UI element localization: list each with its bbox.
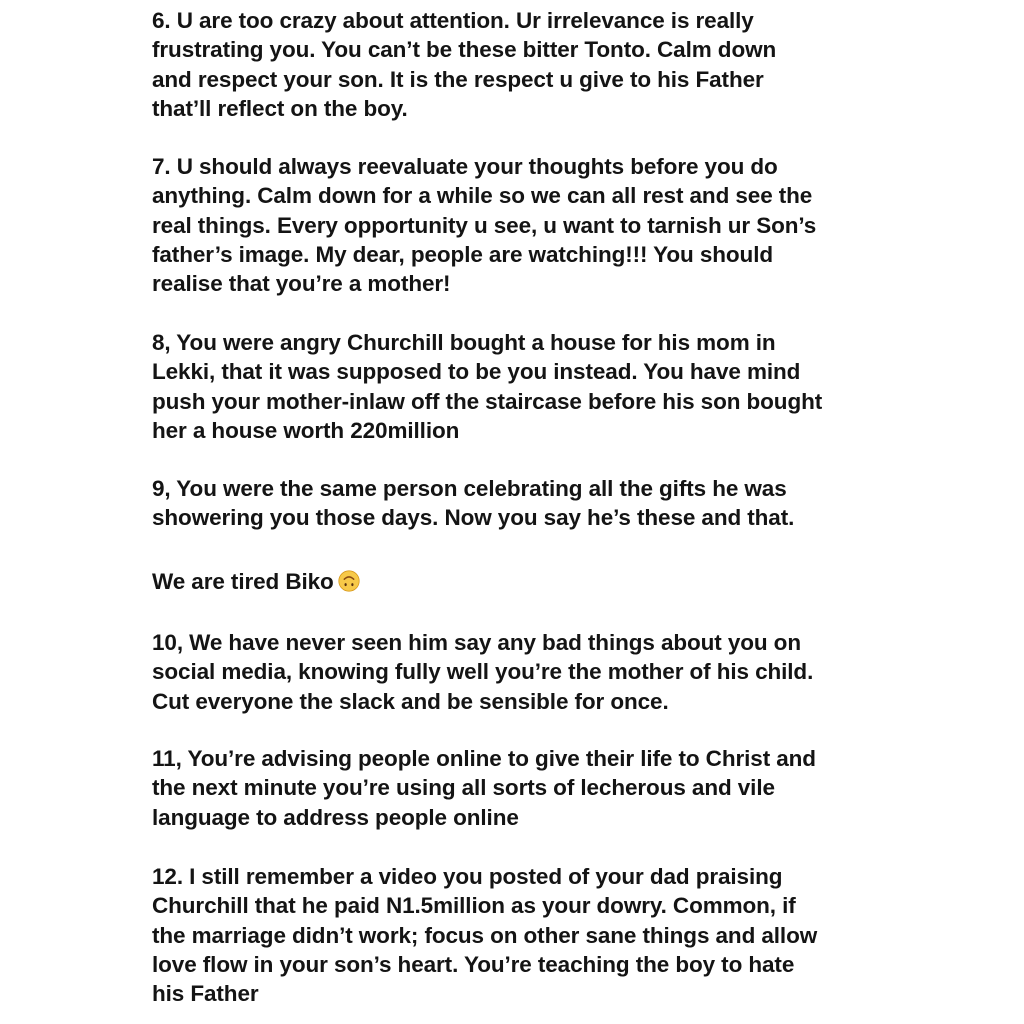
text-line: and respect your son. It is the respect u give to his Father xyxy=(152,66,764,92)
text-line: Churchill that he paid N1.5million as your dowry. Common, if xyxy=(152,893,796,919)
point-7-paragraph xyxy=(152,152,892,298)
point-8-paragraph xyxy=(152,328,892,445)
text-line: language to address people online xyxy=(152,804,519,830)
text-line: 10, We have never seen him say any bad things about you on xyxy=(152,630,801,655)
text-line: 12. I still remember a video you posted of your dad praising xyxy=(152,864,783,889)
text-line: anything. Calm down for a while so we can all rest and see the xyxy=(152,183,813,209)
text-line: his Father xyxy=(152,981,259,1007)
tired-biko-paragraph xyxy=(152,567,892,596)
text-line: real things. Every opportunity u see, u want to tarnish ur Son’s xyxy=(152,212,817,238)
upside-down-face-emoji-icon xyxy=(338,570,360,592)
text-line: father’s image. My dear, people are watching!!! You should xyxy=(152,241,773,267)
text-line: 9, You were the same person celebrating all the gifts he was xyxy=(152,476,787,501)
text-line: love flow in your son’s heart. You’re teaching the boy to hate xyxy=(152,951,795,977)
text-line: Cut everyone the slack and be sensible for once. xyxy=(152,688,669,714)
text-line: 8, You were angry Churchill bought a house for his mom in xyxy=(152,330,776,355)
text-line: showering you those days. Now you say he’s these and that. xyxy=(152,505,795,531)
point-12-paragraph xyxy=(152,862,892,1008)
text-line: 7. U should always reevaluate your thoughts before you do xyxy=(152,154,778,179)
text-line: the next minute you’re using all sorts of lecherous and vile xyxy=(152,775,775,801)
point-11-paragraph xyxy=(152,744,892,832)
text-line: her a house worth 220million xyxy=(152,417,460,443)
text-line: 11, You’re advising people online to give their life to Christ and xyxy=(152,746,816,771)
point-9-paragraph xyxy=(152,474,892,533)
text-line: Lekki, that it was supposed to be you instead. You have mind xyxy=(152,359,801,385)
text-line: social media, knowing fully well you’re the mother of his child. xyxy=(152,659,814,685)
text-line: frustrating you. You can’t be these bitter Tonto. Calm down xyxy=(152,37,777,63)
text-line: the marriage didn’t work; focus on other sane things and allow xyxy=(152,922,818,948)
text-line xyxy=(152,567,892,596)
point-6-paragraph xyxy=(152,6,892,123)
text-line: 6. U are too crazy about attention. Ur irrelevance is really xyxy=(152,8,754,33)
text-line: that’ll reflect on the boy. xyxy=(152,95,408,121)
point-10-paragraph xyxy=(152,628,892,716)
text-line: push your mother-inlaw off the staircase before his son bought xyxy=(152,388,823,414)
text-line: realise that you’re a mother! xyxy=(152,271,451,297)
tired-biko-text: We are tired Biko xyxy=(152,569,334,594)
